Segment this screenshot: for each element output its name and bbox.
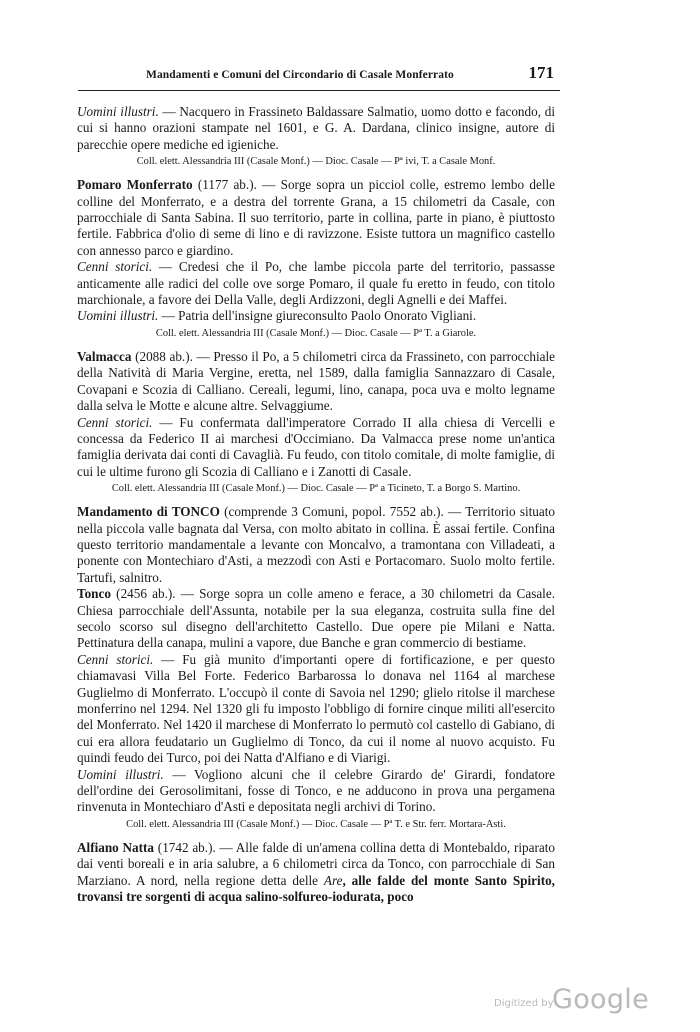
electoral-note: Coll. elett. Alessandria III (Casale Monf.) — Dioc. Casale — Pª ivi, T. a Casale Monf. [136,156,496,168]
paragraph-text: — Patria dell'insigne giureconsulto Paolo Onorato Vigliani. [158,308,477,324]
paragraph [77,308,555,324]
section-label: Cenni storici. [77,414,153,430]
paragraph-text: — Vogliono alcuni che il celebre Girardo de' Girardi, fondatore dell'ordine dei Gerosolimitani, fosse di Tonco, e ne adducono in prova una pergamena rinvenuta in Montechiaro d'Asti e depositata negli archivi di Torino. [77,766,555,815]
paragraph-text: (2456 ab.). — Sorge sopra un colle ameno e ferace, a 30 chilometri da Casale. Chiesa parrocchiale dell'Assunta, notabile per la sua eleganza, costruita sulla fine del secolo scorso sul disegno dell'architetto Castello. Due opere pie Milani e Natta. Pettinatura della canapa, mulini a vapore, due Banche e gran commercio di bestiame. [77,586,555,651]
italic-term: Are [323,872,343,888]
page-body-text [77,104,555,905]
paragraph-text: — Fu già munito d'importanti opere di fortificazione, e per questo chiamavasi Villa Bel Forte. Federico Barbarossa lo donava nel 1164 al marchese Guglielmo di Monferrato. L'occupò il conte di Savoia nel 1290; glielo ritolse il marchese monferrino nel 1294. Nel 1320 gli fu imposto l'obbligo di fornire cinque militi all'esercito del Monferrato. Nel 1420 il marchese di Monferrato lo permutò col castello di Gabiano, di cui era allora feudatario un Guglielmo di Tonco, da cui il nome al nuovo acquisto. Fu quindi feudo dei Turco, poi dei Natta d'Alfiano e di Viarigi. [77,651,555,766]
paragraph [77,104,555,153]
paragraph-text: (1742 ab.). — Alle falde di un'amena collina detta di Montebaldo, riparato dai venti boreali e in aria salubre, a 6 chilometri circa da Tonco, con parrocchiale di San Marziano. A nord, nella regione detta delle [77,839,555,888]
paragraph [77,504,555,586]
paragraph-text: (2088 ab.). — Presso il Po, a 5 chilometri circa da Frassineto, con parrocchiale della Natività di Maria Vergine, eretta, nel 1589, dalla famiglia Sannazzaro di Casale, Covapani e Scozia di Calliano. Cereali, legumi, lino, canapa, poca uva e molto legname dalla selva le Motte e alcune altre. Selvaggiume. [77,348,555,414]
electoral-note: Coll. elett. Alessandria III (Casale Monf.) — Dioc. Casale — Pª T. a Giarole. [155,327,477,339]
entry-heading: Tonco [77,586,111,602]
entry-heading: Valmacca [77,348,132,364]
section-label: Uomini illustri. [77,308,159,324]
paragraph-text: — Fu confermata dall'imperatore Corrado II alla chiesa di Vercelli e concessa da Federico II ai marchesi d'Occimiano. Da Valmacca prese nome un'antica famiglia derivata dai conti di Cavaglià. Fu feudo, con titolo comitale, di molte famiglie, di cui le ultime furono gli Scozia di Calliano e i Zanotti di Casale. [77,414,555,479]
watermark-prefix: Digitized by [494,998,554,1009]
entry-heading: Pomaro Monferrato [77,177,193,193]
section-label: Uomini illustri. [77,766,164,782]
paragraph [77,840,555,906]
electoral-note: Coll. elett. Alessandria III (Casale Monf.) — Dioc. Casale — Pª a Ticineto, T. a Borgo S. Martino. [111,483,521,495]
paragraph [77,767,555,816]
google-digitized-watermark [494,984,654,1020]
paragraph [77,177,555,259]
section-label: Cenni storici. [77,259,153,275]
entry-heading: Mandamento di TONCO [77,504,220,520]
paragraph [77,259,555,308]
electoral-note: Coll. elett. Alessandria III (Casale Monf.) — Dioc. Casale — Pª T. e Str. ferr. Mortara-Asti. [126,818,506,830]
paragraph-text: — Credesi che il Po, che lambe piccola parte del territorio, passasse anticamente alle radici del colle ove sorge Pomaro, il quale fu eretto in feudo, con titolo marchionale, a favore dei Della Valle, degli Ardizzoni, degli Agnelli e dei Maffei. [77,259,555,308]
entry-heading: Alfiano Natta [77,839,155,855]
section-label: Uomini illustri. [77,104,159,119]
page-number: 171 [528,63,554,82]
paragraph [77,349,555,415]
paragraph-text-tail: , alle falde del monte Santo Spirito, trovansi tre sorgenti di acqua salino-solfureo-iodurata, poco [77,872,555,905]
section-label: Cenni storici. [77,651,154,667]
watermark-brand: Google [552,984,650,1015]
running-header-title: Mandamenti e Comuni del Circondario di Casale Monferrato [146,69,454,81]
paragraph-text: (comprende 3 Comuni, popol. 7552 ab.). — Territorio situato nella piccola valle bagnata dal Versa, con molto abitato in collina. È assai fertile. Confina questo territorio mandamentale a levante con Moncalvo, a tramontana con Villadeati, a ponente con Montechiaro d'Asti, a mezzodì con Asti e Portacomaro. Suolo molto fertile. Tartufi, salnitro. [77,504,556,585]
running-header [78,62,560,91]
paragraph [77,415,555,481]
paragraph [77,586,555,652]
paragraph-text: — Nacquero in Frassineto Baldassare Salmatio, uomo dotto e facondo, di cui si hanno orazioni stampate nel 1601, e G. A. Dardana, clinico insigne, autore di parecchie opere mediche ed igieniche. [77,104,555,152]
paragraph-text: (1177 ab.). — Sorge sopra un picciol colle, estremo lembo delle colline del Monferrato, e a destra del torrente Grana, a 15 chilometri da Casale, con parrocchiale di Santa Sabina. Il suo territorio, parte in collina, parte in piano, è piuttosto fertile. Fabbrica d'olio di seme di lino e di ravizzone. Esiste tuttora un magnifico castello con annesso parco e giardino. [77,177,555,258]
paragraph [77,652,555,767]
